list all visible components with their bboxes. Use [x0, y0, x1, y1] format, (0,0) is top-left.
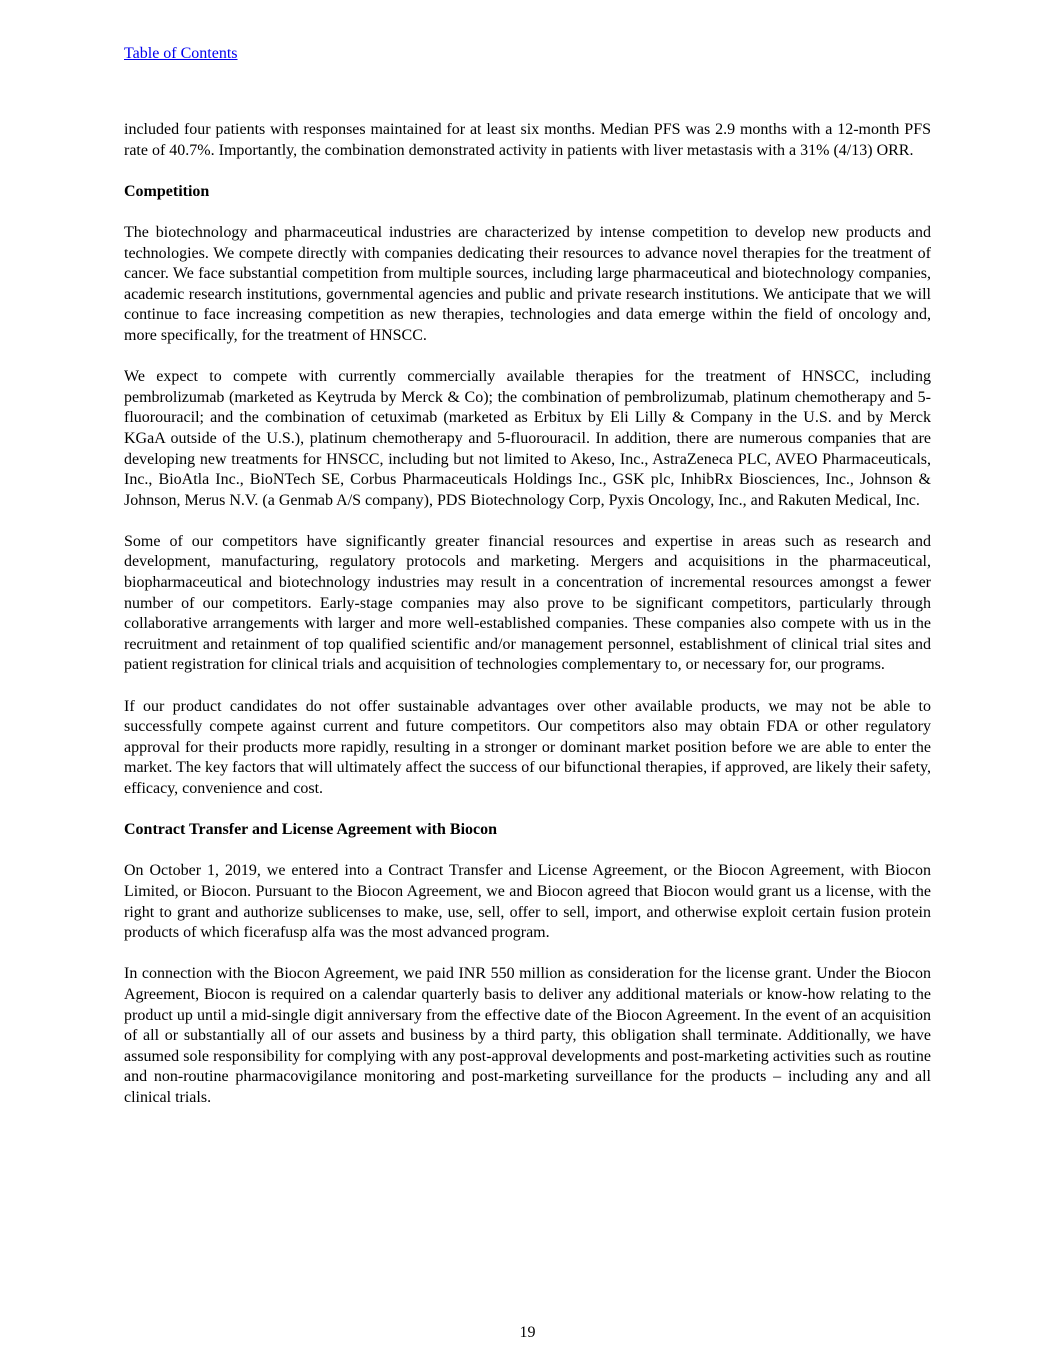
intro-paragraph: included four patients with responses maintained for at least six months. Median PFS was 2.9 months with a 12-month PFS rate of 40.7%. Importantly, the combination demonstrated activity in patients with liver metastasis with a 31% (4/13) ORR.	[124, 121, 931, 159]
competition-paragraph-2: We expect to compete with currently commercially available therapies for the treatment of HNSCC, including pembrolizumab (marketed as Keytruda by Merck & Co); the combination of pembrolizumab, platinum chemotherapy and 5-fluorouracil; and the combination of cetuximab (marketed as Erbitux by Eli Lilly & Company in the U.S. and by Merck KGaA outside of the U.S.), platinum chemotherapy and 5-fluorouracil. In addition, there are numerous companies that are developing new treatments for HNSCC, including but not limited to Akeso, Inc., AstraZeneca PLC, AVEO Pharmaceuticals, Inc., BioAtla Inc., BioNTech SE, Corbus Pharmaceuticals Holdings Inc., GSK plc, InhibRx Biosciences, Inc., Johnson & Johnson, Merus N.V. (a Genmab A/S company), PDS Biotechnology Corp, Pyxis Oncology, Inc., and Rakuten Medical, Inc.	[124, 368, 931, 509]
competition-paragraph-1: The biotechnology and pharmaceutical industries are characterized by intense competition to develop new products and technologies. We compete directly with companies dedicating their resources to advance novel therapies for the treatment of cancer. We face substantial competition from multiple sources, including large pharmaceutical and biotechnology companies, academic research institutions, governmental agencies and public and private research institutions. We anticipate that we will continue to face increasing competition as new therapies, technologies and data emerge within the field of oncology and, more specifically, for the treatment of HNSCC.	[124, 223, 931, 344]
competition-paragraph-3: Some of our competitors have significantly greater financial resources and expertise in areas such as research and development, manufacturing, regulatory protocols and marketing. Mergers and acquisitions in the pharmaceutical, biopharmaceutical and biotechnology industries may result in a concentration of incremental resources amongst a fewer number of our competitors. Early-stage companies may also prove to be significant competitors, particularly through collaborative arrangements with larger and more well-established companies. These companies also compete with us in the recruitment and retainment of top qualified scientific and/or management personnel, establishment of clinical trial sites and patient registration for clinical trials and acquisition of technologies complementary to, or necessary for, our programs.	[124, 532, 931, 674]
biocon-agreement-heading: Contract Transfer and License Agreement with Biocon	[124, 821, 498, 839]
competition-paragraph-4: If our product candidates do not offer sustainable advantages over other available products, we may not be able to successfully compete against current and future competitors. Our competitors also may obtain FDA or other regulatory approval for their products more rapidly, resulting in a stronger or dominant market position before we are able to enter the market. The key factors that will ultimately affect the success of our bifunctional therapies, if approved, are likely their safety, efficacy, convenience and cost.	[124, 697, 931, 797]
biocon-paragraph-2: In connection with the Biocon Agreement, we paid INR 550 million as consideration for the license grant. Under the Biocon Agreement, Biocon is required on a calendar quarterly basis to deliver any additional materials or know-how relating to the product up until a mid-single digit anniversary from the effective date of the Biocon Agreement. In the event of an acquisition of all or substantially all of our assets and business by a third party, this obligation shall terminate. Additionally, we have assumed sole responsibility for complying with any post-approval developments and post-marketing activities such as routine and non-routine pharmacovigilance monitoring and post-marketing surveillance for the products – including any and all clinical trials.	[124, 965, 931, 1106]
table-of-contents-link[interactable]: Table of Contents	[124, 45, 238, 62]
biocon-paragraph-1: On October 1, 2019, we entered into a Contract Transfer and License Agreement, or the Biocon Agreement, with Biocon Limited, or Biocon. Pursuant to the Biocon Agreement, we and Biocon agreed that Biocon would grant us a license, with the right to grant and authorize sublicenses to make, use, sell, offer to sell, import, and otherwise exploit certain fusion protein products of which ficerafusp alfa was the most advanced program.	[124, 862, 931, 942]
page-number: 19	[519, 1324, 536, 1341]
competition-heading: Competition	[124, 182, 210, 200]
document-body	[124, 120, 931, 1129]
